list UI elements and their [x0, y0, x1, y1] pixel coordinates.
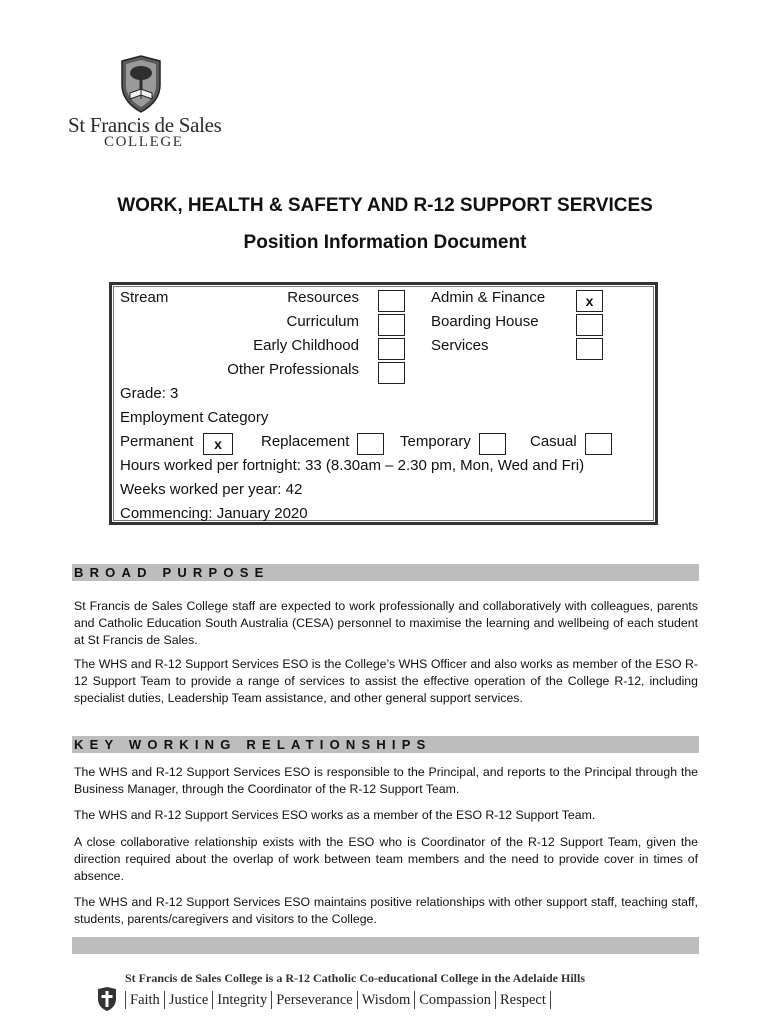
key-relationships-paragraph-4: The WHS and R-12 Support Services ESO maintains positive relationships with other support staff, teaching staff, students, parents/caregivers and visitors to the College. — [74, 895, 698, 926]
key-relationships-heading: KEY WORKING RELATIONSHIPS — [74, 737, 432, 752]
stream-boarding-house-checkbox[interactable] — [576, 314, 603, 336]
key-relationships-paragraph-3: A close collaborative relationship exists with the ESO who is Coordinator of the R-12 Support Team, given the direction required about the overlap of work between team members and the need to provide cover in times of absence. — [74, 835, 698, 883]
broad-purpose-paragraph-1: St Francis de Sales College staff are expected to work professionally and collaboratively with colleagues, parents and Catholic Education South Australia (CESA) personnel to maximise the learning and wellbeing of each student at St Francis de Sales. — [74, 599, 698, 647]
stream-services-checkbox[interactable] — [576, 338, 603, 360]
replacement-label: Replacement — [261, 433, 350, 450]
stream-admin-finance-label: Admin & Finance — [431, 289, 546, 306]
value-perseverance: Perseverance — [271, 991, 356, 1009]
value-integrity: Integrity — [212, 991, 271, 1009]
stream-resources-label: Resources — [287, 289, 359, 306]
document-title: WORK, HEALTH & SAFETY AND R-12 SUPPORT SERVICES — [117, 195, 653, 216]
value-compassion: Compassion — [414, 991, 495, 1009]
key-relationships-paragraph-2: The WHS and R-12 Support Services ESO works as a member of the ESO R-12 Support Team. — [74, 808, 596, 822]
footer-tagline: St Francis de Sales College is a R-12 Catholic Co-educational College in the Adelaide Hills — [125, 971, 585, 985]
college-word-logo: COLLEGE — [104, 134, 184, 150]
employment-category-label: Employment Category — [120, 409, 269, 426]
grade-text: Grade: 3 — [120, 385, 179, 402]
replacement-checkbox[interactable] — [357, 433, 384, 455]
stream-boarding-house-label: Boarding House — [431, 313, 539, 330]
value-wisdom: Wisdom — [357, 991, 415, 1009]
hours-text: Hours worked per fortnight: 33 (8.30am – 2.30 pm, Mon, Wed and Fri) — [120, 457, 585, 474]
value-respect: Respect — [495, 991, 551, 1009]
stream-early-childhood-label: Early Childhood — [253, 337, 359, 354]
stream-other-professionals-label: Other Professionals — [227, 361, 359, 378]
position-info-box — [109, 282, 658, 525]
stream-label: Stream — [120, 289, 169, 306]
college-values — [125, 991, 551, 1009]
key-relationships-paragraph-1: The WHS and R-12 Support Services ESO is responsible to the Principal, and reports to the Principal through the Business Manager, through the Coordinator of the R-12 Support Team. — [74, 765, 698, 796]
stream-early-childhood-checkbox[interactable] — [378, 338, 405, 360]
stream-curriculum-label: Curriculum — [286, 313, 359, 330]
value-justice: Justice — [164, 991, 212, 1009]
college-crest-icon — [118, 55, 164, 113]
stream-curriculum-checkbox[interactable] — [378, 314, 405, 336]
stream-admin-finance-checkbox[interactable]: x — [576, 290, 603, 312]
document-subtitle: Position Information Document — [243, 232, 527, 253]
bottom-divider-bar — [72, 937, 699, 954]
temporary-label: Temporary — [400, 433, 471, 450]
permanent-checkbox[interactable]: x — [203, 433, 233, 455]
casual-checkbox[interactable] — [585, 433, 612, 455]
broad-purpose-paragraph-2: The WHS and R-12 Support Services ESO is the College’s WHS Officer and also works as member of the ESO R-12 Support Team to provide a range of services to assist the effective operation of the College R-12, including specialist duties, Leadership Team assistance, and other general support services. — [74, 657, 698, 705]
weeks-text: Weeks worked per year: 42 — [120, 481, 303, 498]
value-faith: Faith — [125, 991, 164, 1009]
broad-purpose-heading: BROAD PURPOSE — [74, 565, 270, 580]
shield-cross-icon — [96, 986, 118, 1012]
commencing-text: Commencing: January 2020 — [120, 505, 308, 522]
stream-other-professionals-checkbox[interactable] — [378, 362, 405, 384]
temporary-checkbox[interactable] — [479, 433, 506, 455]
permanent-label: Permanent — [120, 433, 194, 450]
stream-resources-checkbox[interactable] — [378, 290, 405, 312]
casual-label: Casual — [530, 433, 577, 450]
college-name-logo: St Francis de Sales — [68, 113, 222, 137]
stream-services-label: Services — [431, 337, 489, 354]
